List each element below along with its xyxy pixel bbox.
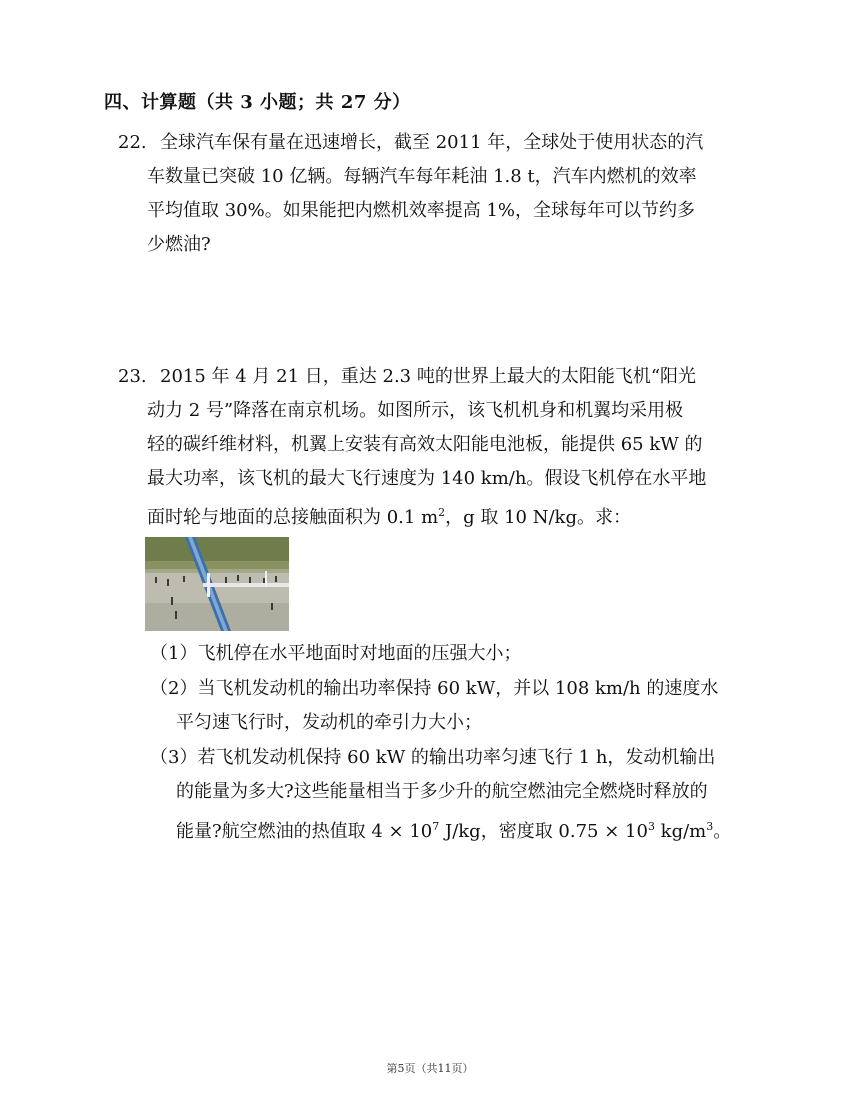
text-segment: J/kg，密度取 0.75 × 10 xyxy=(439,821,648,842)
page-footer: 第5页（共11页） xyxy=(386,1062,474,1075)
question-text-line xyxy=(147,496,631,535)
question-text-line: 动力 2 号”降落在南京机场。如图所示，该飞机机身和机翼均采用极 xyxy=(147,400,684,421)
superscript: 3 xyxy=(706,820,714,833)
text-segment: 。 xyxy=(713,821,732,842)
question-text-line: 轻的碳纤维材料，机翼上安装有高效太阳能电池板，能提供 65 kW 的 xyxy=(147,434,703,455)
sub-question-2-cont: 平匀速飞行时，发动机的牵引力大小； xyxy=(176,712,482,733)
text-segment: ，g 取 10 N/kg。求： xyxy=(445,507,631,528)
section-title: 四、计算题（共 3 小题；共 27 分） xyxy=(104,92,411,113)
sub-question-1: （1）飞机停在水平地面时对地面的压强大小； xyxy=(150,643,522,664)
question-text-line: 全球汽车保有量在迅速增长，截至 2011 年，全球处于使用状态的汽 xyxy=(160,132,704,153)
question-text-line: 少燃油? xyxy=(147,234,211,255)
question-number: 23. xyxy=(118,366,147,387)
question-number: 22. xyxy=(118,132,147,153)
sub-question-3: （3）若飞机发动机保持 60 kW 的输出功率匀速飞行 1 h，发动机输出 xyxy=(150,747,716,768)
sub-question-2: （2）当飞机发动机的输出功率保持 60 kW，并以 108 km/h 的速度水 xyxy=(150,678,719,699)
question-text-line: 平均值取 30%。如果能把内燃机效率提高 1%，全球每年可以节约多 xyxy=(147,200,696,221)
question-text-line: 车数量已突破 10 亿辆。每辆汽车每年耗油 1.8 t，汽车内燃机的效率 xyxy=(147,166,697,187)
superscript: 7 xyxy=(432,820,440,833)
sub-question-3-cont xyxy=(176,810,731,849)
solar-plane-image xyxy=(145,537,289,631)
text-segment: 面时轮与地面的总接触面积为 0.1 m xyxy=(147,507,439,528)
question-text-line: 2015 年 4 月 21 日，重达 2.3 吨的世界上最大的太阳能飞机“阳光 xyxy=(160,366,697,387)
text-segment: kg/m xyxy=(654,821,707,842)
text-segment: 能量?航空燃油的热值取 4 × 10 xyxy=(176,821,433,842)
sub-question-3-cont: 的能量为多大?这些能量相当于多少升的航空燃油完全燃烧时释放的 xyxy=(176,781,708,802)
question-text-line: 最大功率，该飞机的最大飞行速度为 140 km/h。假设飞机停在水平地 xyxy=(147,468,707,489)
solar-plane-photo xyxy=(145,537,289,631)
superscript: 2 xyxy=(438,506,446,519)
superscript: 3 xyxy=(647,820,655,833)
